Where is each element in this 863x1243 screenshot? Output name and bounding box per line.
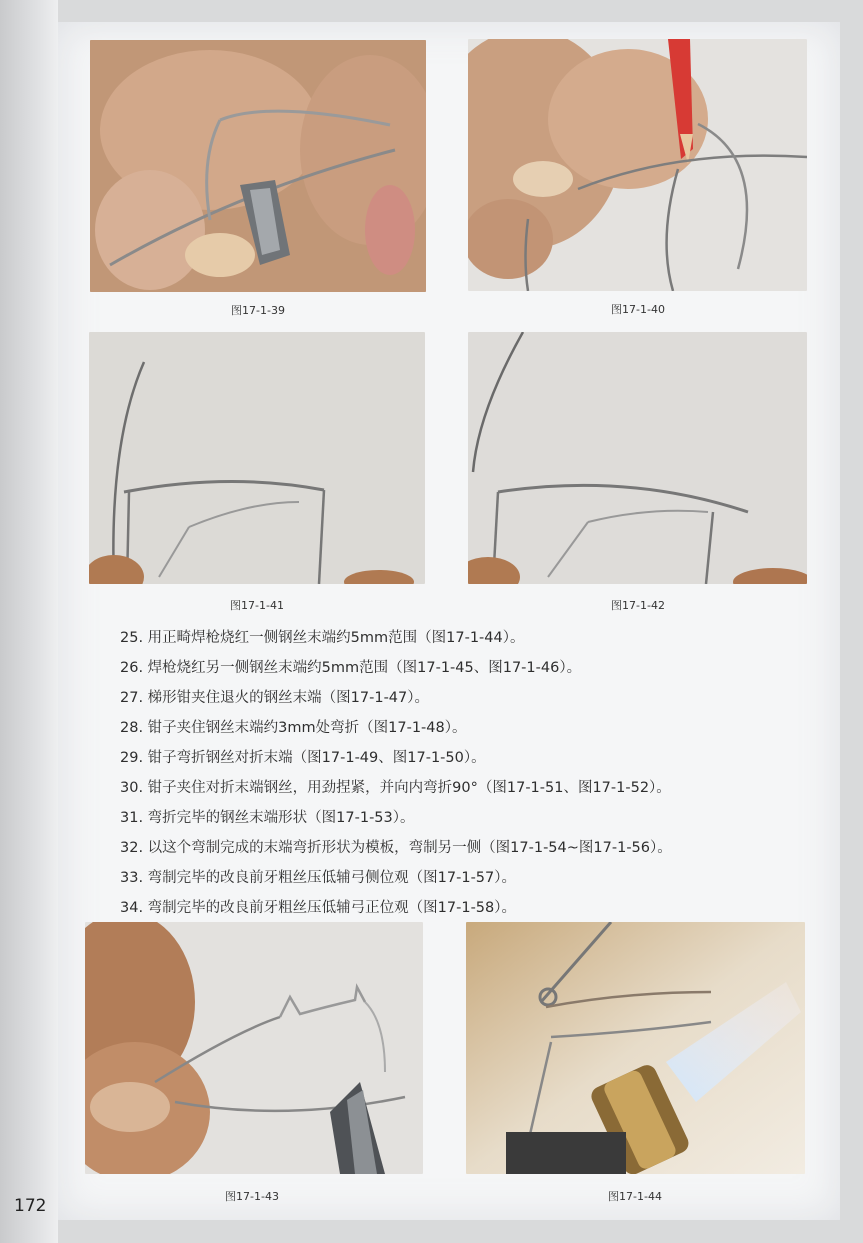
photo-fig-43	[85, 922, 423, 1174]
figure-caption: 图17-1-39	[231, 304, 285, 317]
step-34: 34. 弯制完毕的改良前牙粗丝压低辅弓正位观（图17-1-58）。	[120, 900, 517, 916]
page-gutter	[0, 0, 58, 1243]
photo-fig-41	[89, 332, 425, 584]
figure-caption: 图17-1-44	[608, 1190, 662, 1203]
figure-caption: 图17-1-42	[611, 599, 665, 612]
procedure-steps	[120, 623, 800, 923]
photo-fig-42	[468, 332, 807, 584]
step-30: 30. 钳子夹住对折末端钢丝，用劲捏紧，并向内弯折90°（图17-1-51、图17-1-52）。	[120, 780, 671, 796]
step-25: 25. 用正畸焊枪烧红一侧钢丝末端约5mm范围（图17-1-44）。	[120, 630, 525, 646]
figure-caption: 图17-1-43	[225, 1190, 279, 1203]
step-29: 29. 钳子弯折钢丝对折末端（图17-1-49、图17-1-50）。	[120, 750, 486, 766]
step-26: 26. 焊枪烧红另一侧钢丝末端约5mm范围（图17-1-45、图17-1-46）。	[120, 660, 582, 676]
step-27: 27. 梯形钳夹住退火的钢丝末端（图17-1-47）。	[120, 690, 430, 706]
photo-fig-39	[90, 40, 426, 292]
photo-fig-40	[468, 39, 807, 291]
step-28: 28. 钳子夹住钢丝末端约3mm处弯折（图17-1-48）。	[120, 720, 467, 736]
figure-caption: 图17-1-41	[230, 599, 284, 612]
step-32: 32. 以这个弯制完成的末端弯折形状为模板，弯制另一侧（图17-1-54~图17-1-56）。	[120, 840, 672, 856]
photo-fig-44	[466, 922, 805, 1174]
figure-caption: 图17-1-40	[611, 303, 665, 316]
step-33: 33. 弯制完毕的改良前牙粗丝压低辅弓侧位观（图17-1-57）。	[120, 870, 517, 886]
step-31: 31. 弯折完毕的钢丝末端形状（图17-1-53）。	[120, 810, 415, 826]
page-number: 172	[14, 1196, 47, 1216]
